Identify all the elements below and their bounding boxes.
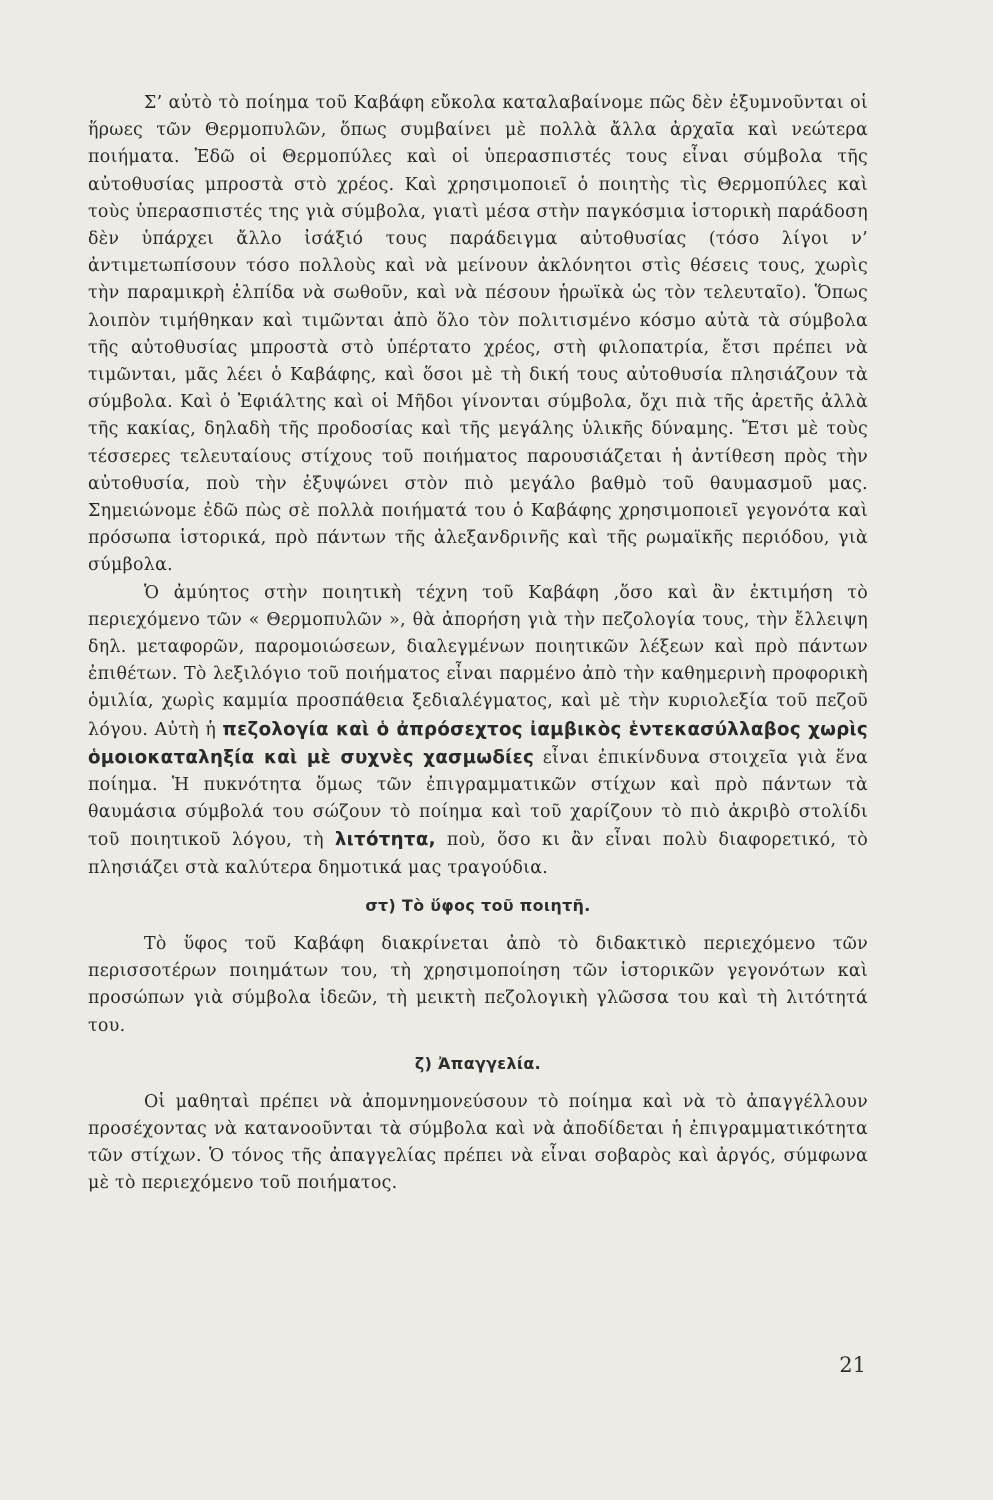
paragraph-recitation: Οἱ μαθηταὶ πρέπει νὰ ἀπομνημονεύσουν τὸ ποίημα καὶ νὰ τὸ ἀπαγγέλλουν προσέχοντας νὰ κατανοοῦνται τὰ σύμβολα καὶ νὰ ἀποδίδεται ἡ ἐπιγραμματικότητα τῶν στίχων. Ὁ τόνος τῆς ἀπαγγελίας πρέπει νὰ εἶναι σοβαρὸς καὶ ἀργός, σύμφωνα μὲ τὸ περιεχόμενο τοῦ ποιήματος. [88,1091,868,1194]
paragraph-prose-style [88,580,868,882]
bold-phrase-simplicity: λιτότητα, [334,829,436,851]
bold-phrase-prosody: πεζολογία καὶ ὁ ἀπρόσεχτος ἰαμβικὸς ἑντεκασύλλαβος χωρὶς ὁμοιοκαταληξία καὶ μὲ συχνὲς χασμωδίες [88,718,868,768]
paragraph-prose-style-mid: εἶναι ἐπικίνδυνα στοιχεῖα γιὰ ἕνα ποίημα. Ἡ πυκνότητα ὅμως τῶν ἐπιγραμματικῶν στίχων καὶ πρὸ πάντων τὰ θαυμάσια σύμβολά του σώζουν τὸ ποίημα καὶ τοῦ χαρίζουν τὸ πιὸ ἀκριβὸ στολίδι τοῦ ποιητικοῦ λόγου, τὴ [88,747,868,851]
paragraph-prose-style-end: ποὺ, ὅσο κι ἂν εἶναι πολὺ διαφορετικό, τὸ πλησιάζει στὰ καλύτερα δημοτικά μας τραγούδια. [88,830,869,878]
paragraph-symbols: Σ’ αὐτὸ τὸ ποίημα τοῦ Καβάφη εὔκολα καταλαβαίνομε πῶς δὲν ἐξυμνοῦνται οἱ ἥρωες τῶν Θερμοπυλῶν, ὅπως συμβαίνει μὲ πολλὰ ἄλλα ἀρχαῖα καὶ νεώτερα ποιήματα. Ἐδῶ οἱ Θερμοπύλες καὶ οἱ ὑπερασπιστές τους εἶναι σύμβολα τῆς αὐτοθυσίας μπροστὰ στὸ χρέος. Καὶ χρησιμοποιεῖ ὁ ποιητὴς τὶς Θερμοπύλες καὶ τοὺς ὑπερασπιστές της γιὰ σύμβολα, γιατὶ μέσα στὴν παγκόσμια ἱστορικὴ παράδοση δὲν ὑπάρχει ἄλλο ἰσάξιό τους παράδειγμα αὐτοθυσίας (τόσο λίγοι ν’ ἀντιμετωπίσουν τόσο πολλοὺς καὶ νὰ μείνουν ἀκλόνητοι στὶς θέσεις τους, χωρὶς τὴν παραμικρὴ ἐλπίδα νὰ σωθοῦν, καὶ νὰ πέσουν ἡρωϊκὰ ὡς τὸν τελευταῖο). Ὅπως λοιπὸν τιμήθηκαν καὶ τιμῶνται ἀπὸ ὅλο τὸν πολιτισμένο κόσμο αὐτὰ τὰ σύμβολα τῆς αὐτοθυσίας μπροστὰ στὸ ὑπέρτατο χρέος, στὴ φιλοπατρία, ἔτσι πρέπει νὰ τιμῶνται, μᾶς λέει ὁ Καβάφης, καὶ ὅσοι μὲ τὴ δική τους αὐτοθυσία πλησιάζουν τὰ σύμβολα. Καὶ ὁ Ἐφιάλτης καὶ οἱ Μῆδοι γίνονται σύμβολα, ὄχι πιὰ τῆς ἀρετῆς ἀλλὰ τῆς κακίας, δηλαδὴ τῆς προδοσίας καὶ τῆς μεγάλης ὑλικῆς δύναμης. Ἔτσι μὲ τοὺς τέσσερες τελευταίους στίχους τοῦ ποιήματος παρουσιάζεται ἡ ἀντίθεση πρὸς τὴν αὐτοθυσία, ποὺ τὴν ἐξυψώνει στὸν πιὸ μεγάλο βαθμὸ τοῦ θαυμασμοῦ μας. Σημειώνομε ἐδῶ πὼς σὲ πολλὰ ποιήματά του ὁ Καβάφης χρησιμοποιεῖ γεγονότα καὶ πρόσωπα ἱστορικά, πρὸ πάντων τῆς ἀλεξανδρινῆς καὶ τῆς ρωμαϊκῆς περιόδου, γιὰ σύμβολα. [88,93,868,576]
paragraph-prose-style-start: Ὁ ἀμύητος στὴν ποιητικὴ τέχνη τοῦ Καβάφη ,ὅσο καὶ ἂν ἐκτιμήση τὸ περιεχόμενο τῶν « Θερμοπυλῶν », θὰ ἀπορήση γιὰ τὴν πεζολογία τους, τὴν ἔλλειψη δηλ. μεταφορῶν, παρομοιώσεων, διαλεγμένων ποιητικῶν λέξεων καὶ πρὸ πάντων ἐπιθέτων. Τὸ λεξιλόγιο τοῦ ποιήματος εἶναι παρμένο ἀπὸ τὴν καθημερινὴ προφορικὴ ὁμιλία, χωρὶς καμμία προσπάθεια ξεδιαλέγματος, καὶ μὲ τὴν κυριολεξία τοῦ πεζοῦ λόγου. Αὐτὴ ἡ [88,582,868,740]
section-heading-style: στ) Τὸ ὕφος τοῦ ποιητῆ. [365,895,591,915]
paragraph-style: Τὸ ὕφος τοῦ Καβάφη διακρίνεται ἀπὸ τὸ διδακτικὸ περιεχόμενο τῶν περισσοτέρων ποιημάτων του, τὴ χρησιμοποίηση τῶν ἱστορικῶν γεγονότων καὶ προσώπων γιὰ σύμβολα ἰδεῶν, τὴ μεικτὴ πεζολογικὴ γλῶσσα του καὶ τὴ λιτότητά του. [88,933,868,1036]
page-number: 21 [839,1353,866,1377]
section-heading-recitation: ζ) Ἀπαγγελία. [414,1053,542,1073]
page-body [88,90,868,1198]
